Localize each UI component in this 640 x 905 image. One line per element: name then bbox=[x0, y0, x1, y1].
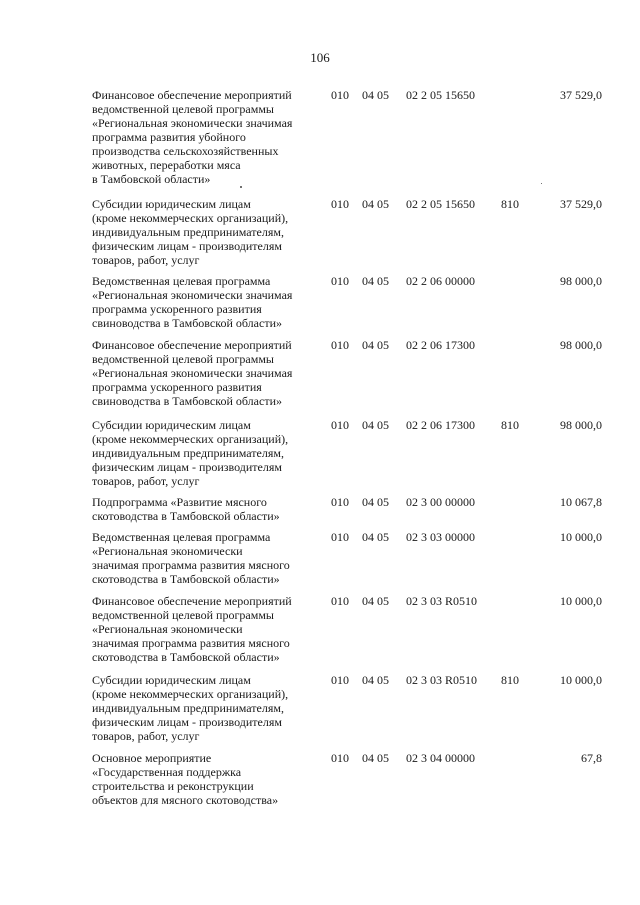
row-description: Основное мероприятие «Государственная поддержка строительства и реконструкции объектов для мясного скотоводства» bbox=[92, 751, 279, 807]
row-description: Субсидии юридическим лицам (кроме некоммерческих организаций), индивидуальным предпринимателям, физическим лицам - производителям товаров, работ, услуг bbox=[92, 418, 289, 488]
article-code: 02 2 05 15650 bbox=[406, 88, 475, 102]
section-code: 04 05 bbox=[362, 274, 389, 288]
ministry-code: 010 bbox=[331, 495, 349, 509]
ministry-code: 010 bbox=[331, 418, 349, 432]
section-code: 04 05 bbox=[362, 197, 389, 211]
row-description: Ведомственная целевая программа «Региональная экономически значимая программа развития мясного скотоводства в Тамбовской области» bbox=[92, 530, 290, 586]
article-code: 02 2 05 15650 bbox=[406, 197, 475, 211]
row-description: Ведомственная целевая программа «Региональная экономически значимая программа ускоренного развития свиноводства в Тамбовской области» bbox=[92, 274, 293, 330]
amount: 98 000,0 bbox=[560, 338, 602, 352]
amount: 98 000,0 bbox=[560, 418, 602, 432]
article-code: 02 3 03 00000 bbox=[406, 530, 475, 544]
amount: 10 067,8 bbox=[560, 495, 602, 509]
article-code: 02 3 03 R0510 bbox=[406, 673, 478, 687]
amount: 37 529,0 bbox=[560, 197, 602, 211]
scan-speck bbox=[240, 186, 242, 188]
ministry-code: 010 bbox=[331, 274, 349, 288]
ministry-code: 010 bbox=[331, 751, 349, 765]
article-code: 02 3 04 00000 bbox=[406, 751, 475, 765]
section-code: 04 05 bbox=[362, 594, 389, 608]
ministry-code: 010 bbox=[331, 197, 349, 211]
section-code: 04 05 bbox=[362, 418, 389, 432]
article-code: 02 3 00 00000 bbox=[406, 495, 475, 509]
section-code: 04 05 bbox=[362, 673, 389, 687]
article-code: 02 2 06 17300 bbox=[406, 338, 475, 352]
page-number: 106 bbox=[310, 50, 330, 65]
amount: 98 000,0 bbox=[560, 274, 602, 288]
ministry-code: 010 bbox=[331, 88, 349, 102]
ministry-code: 010 bbox=[331, 594, 349, 608]
row-description: Субсидии юридическим лицам (кроме некоммерческих организаций), индивидуальным предпринимателям, физическим лицам - производителям товаров, работ, услуг bbox=[92, 673, 289, 743]
scan-speck bbox=[541, 183, 542, 184]
expense-type-code: 810 bbox=[501, 197, 519, 211]
expense-type-code: 810 bbox=[501, 673, 519, 687]
section-code: 04 05 bbox=[362, 88, 389, 102]
article-code: 02 2 06 17300 bbox=[406, 418, 475, 432]
ministry-code: 010 bbox=[331, 338, 349, 352]
row-description: Финансовое обеспечение мероприятий ведомственной целевой программы «Региональная экономически значимая программа ускоренного развития свиноводства в Тамбовской области» bbox=[92, 338, 293, 408]
section-code: 04 05 bbox=[362, 495, 389, 509]
expense-type-code: 810 bbox=[501, 418, 519, 432]
amount: 37 529,0 bbox=[560, 88, 602, 102]
amount: 10 000,0 bbox=[560, 530, 602, 544]
row-description: Финансовое обеспечение мероприятий ведомственной целевой программы «Региональная экономически значимая программа развития убойного производства сельскохозяйственных животных, переработки мяса в Тамбовской области» bbox=[92, 88, 293, 186]
amount: 10 000,0 bbox=[560, 594, 602, 608]
article-code: 02 2 06 00000 bbox=[406, 274, 475, 288]
amount: 67,8 bbox=[581, 751, 602, 765]
row-description: Субсидии юридическим лицам (кроме некоммерческих организаций), индивидуальным предпринимателям, физическим лицам - производителям товаров, работ, услуг bbox=[92, 197, 289, 267]
amount: 10 000,0 bbox=[560, 673, 602, 687]
ministry-code: 010 bbox=[331, 530, 349, 544]
section-code: 04 05 bbox=[362, 338, 389, 352]
section-code: 04 05 bbox=[362, 530, 389, 544]
section-code: 04 05 bbox=[362, 751, 389, 765]
article-code: 02 3 03 R0510 bbox=[406, 594, 478, 608]
ministry-code: 010 bbox=[331, 673, 349, 687]
row-description: Подпрограмма «Развитие мясного скотоводства в Тамбовской области» bbox=[92, 495, 280, 523]
row-description: Финансовое обеспечение мероприятий ведомственной целевой программы «Региональная экономически значимая программа развития мясного скотоводства в Тамбовской области» bbox=[92, 594, 292, 664]
